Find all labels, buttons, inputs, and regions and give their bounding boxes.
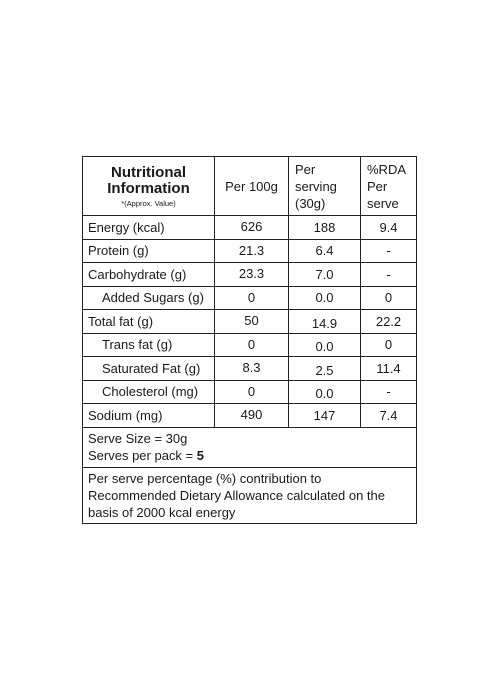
nutrient-name: Total fat (g) bbox=[83, 310, 215, 334]
serving-line-3: (30g) bbox=[295, 195, 326, 211]
nutrient-row-sodium bbox=[83, 404, 417, 428]
per-serving-value: 0.0 bbox=[289, 286, 361, 310]
nutrition-title-cell bbox=[83, 157, 215, 216]
nutrient-name: Added Sugars (g) bbox=[83, 286, 215, 310]
serves-per-pack-value: 5 bbox=[196, 448, 204, 463]
per-100g-value: 0 bbox=[215, 380, 289, 404]
nutrient-name: Cholesterol (mg) bbox=[83, 380, 215, 404]
title-line-2: Information bbox=[107, 179, 190, 197]
rda-line-2: Per bbox=[367, 178, 388, 194]
approx-note: *(Approx. Value) bbox=[121, 198, 176, 208]
serve-size: Serve Size = 30g bbox=[88, 431, 188, 446]
rda-header bbox=[361, 157, 417, 216]
nutrient-row-energy bbox=[83, 216, 417, 240]
nutrient-row-trans-fat bbox=[83, 333, 417, 357]
rda-note: Per serve percentage (%) contribution to Recommended Dietary Allowance calculated on the basis of 2000 kcal energy bbox=[83, 467, 417, 523]
title-line-1: Nutritional bbox=[111, 163, 186, 181]
rda-value: 22.2 bbox=[361, 310, 417, 334]
serves-per-pack-label: Serves per pack = bbox=[88, 448, 197, 463]
rda-value: 11.4 bbox=[361, 357, 417, 381]
per-serving-header bbox=[289, 157, 361, 216]
per-100g-value: 21.3 bbox=[215, 239, 289, 263]
rda-value: - bbox=[361, 380, 417, 404]
rda-value: 0 bbox=[361, 333, 417, 357]
per-serving-value: 7.0 bbox=[289, 263, 361, 287]
rda-value: - bbox=[361, 263, 417, 287]
rda-value: 7.4 bbox=[361, 404, 417, 428]
nutrient-name: Saturated Fat (g) bbox=[83, 357, 215, 381]
per-100g-value: 50 bbox=[215, 310, 289, 334]
per-100g-value: 0 bbox=[215, 333, 289, 357]
per-serving-value: 147 bbox=[289, 404, 361, 428]
rda-value: 0 bbox=[361, 286, 417, 310]
per-100g-value: 626 bbox=[215, 216, 289, 240]
rda-value: 9.4 bbox=[361, 216, 417, 240]
per-serving-value: 0.0 bbox=[289, 333, 361, 357]
per-serving-value: 188 bbox=[289, 216, 361, 240]
nutrient-name: Energy (kcal) bbox=[83, 216, 215, 240]
nutrient-row-carbohydrate bbox=[83, 263, 417, 287]
per-serving-value: 6.4 bbox=[289, 239, 361, 263]
per-serving-value: 0.0 bbox=[289, 380, 361, 404]
per-100g-value: 23.3 bbox=[215, 263, 289, 287]
nutrition-table bbox=[82, 156, 417, 524]
serving-line-1: Per bbox=[295, 161, 316, 177]
serve-info-row bbox=[83, 427, 417, 467]
nutrient-row-total-fat bbox=[83, 310, 417, 334]
rda-line-1: %RDA bbox=[367, 161, 407, 177]
per-serving-value: 14.9 bbox=[289, 310, 361, 334]
nutrient-row-protein bbox=[83, 239, 417, 263]
nutrient-name: Sodium (mg) bbox=[83, 404, 215, 428]
nutrient-name: Trans fat (g) bbox=[83, 333, 215, 357]
nutrient-name: Protein (g) bbox=[83, 239, 215, 263]
nutrient-row-saturated-fat bbox=[83, 357, 417, 381]
per-100g-value: 490 bbox=[215, 404, 289, 428]
nutrient-name: Carbohydrate (g) bbox=[83, 263, 215, 287]
rda-note-row bbox=[83, 467, 417, 523]
rda-value: - bbox=[361, 239, 417, 263]
per-100g-header: Per 100g bbox=[215, 157, 289, 216]
header-row bbox=[83, 157, 417, 216]
per-100g-value: 0 bbox=[215, 286, 289, 310]
per-100g-value: 8.3 bbox=[215, 357, 289, 381]
serving-line-2: serving bbox=[295, 178, 337, 194]
nutrient-row-added-sugars bbox=[83, 286, 417, 310]
per-serving-value: 2.5 bbox=[289, 357, 361, 381]
nutrient-row-cholesterol bbox=[83, 380, 417, 404]
rda-line-3: serve bbox=[367, 195, 399, 211]
serve-info-cell bbox=[83, 427, 417, 467]
